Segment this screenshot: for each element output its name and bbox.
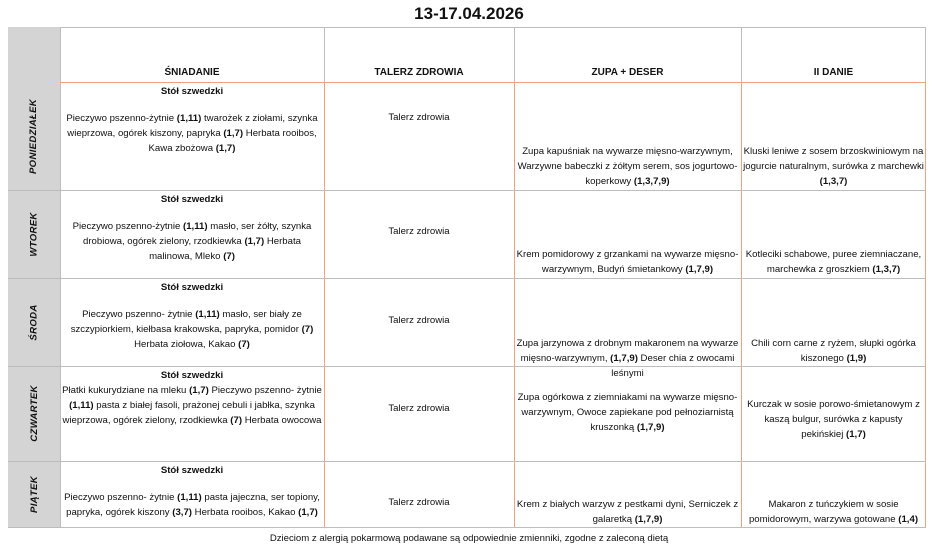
talerz-cell: Talerz zdrowia [388,496,450,508]
soup-cell: Zupa kapuśniak na wywarze mięsno-warzywnym, Warzywne babeczki z żółtym serem, sos jogurtowo-koperkowy (1,3,7,9) [517,146,738,187]
header-main: II DANIE [813,67,854,78]
day-label: CZWARTEK [28,385,40,442]
allergy-note: Dzieciom z alergią pokarmową podawane są odpowiednie zmienniki, zgodne z zaleconą dietą [269,533,669,544]
breakfast-cell: Stół szwedzki Pieczywo pszenno- żytnie (1,11) masło, ser biały ze szczypiorkiem, kiełbasa krakowska, papryka, pomidor (7) Herbata ziołowa, Kakao (7) [70,282,314,350]
talerz-cell: Talerz zdrowia [388,403,450,414]
header-breakfast: ŚNIADANIE [164,67,220,78]
menu-title: 13-17.04.2026 [414,4,524,23]
talerz-cell: Talerz zdrowia [388,111,450,123]
day-label: PONIEDZIAŁEK [28,98,40,174]
day-label: WTOREK [28,211,40,257]
soup-cell: Krem z białych warzyw z pestkami dyni, Serniczek z galaretką (1,7,9) [516,499,739,525]
main-cell: Kotleciki schabowe, puree ziemniaczane, marchewka z groszkiem (1,3,7) [745,249,922,275]
main-cell: Kurczak w sosie porowo-śmietanowym z kaszą bulgur, surówka z kapusty pekińskiej (1,7) [747,399,920,440]
soup-cell: Zupa ogórkowa z ziemniakami na wywarze mięsno-warzywnym, Owoce zapiekane pod pełnoziarnistą kruszonką (1,7,9) [517,392,738,433]
main-cell: Chili corn carne z ryżem, słupki ogórka kiszonego (1,9) [751,338,916,364]
talerz-cell: Talerz zdrowia [388,226,450,237]
breakfast-cell: Stół szwedzki Pieczywo pszenno-żytnie (1,11) twarożek z ziołami, szynka wieprzowa, ogórek kiszony, papryka (1,7) Herbata rooibos, Kawa zbożowa (1,7) [66,86,318,154]
breakfast-cell: Stół szwedzki Pieczywo pszenno- żytnie (1,11) pasta jajeczna, ser topiony, papryka, ogórek kiszony (3,7) Herbata rooibos, Kakao (1,7) [64,465,320,518]
header-soup: ZUPA + DESER [591,67,664,78]
day-label: PIĄTEK [28,475,40,513]
header-talerz: TALERZ ZDROWIA [374,67,464,78]
soup-cell: Krem pomidorowy z grzankami na wywarze mięsno-warzywnym, Budyń śmietankowy (1,7,9) [516,249,739,275]
day-label: ŚRODA [28,303,40,341]
main-cell: Makaron z tuńczykiem w sosie pomidorowym, warzywa gotowane (1,4) [748,499,919,525]
menu-table [8,27,926,527]
breakfast-cell: Stół szwedzki Płatki kukurydziane na mleku (1,7) Pieczywo pszenno- żytnie (1,11) pasta z białej fasoli, prażonej cebuli i jabłka, szynka wieprzowa, ogórek zielony, rzodkiewka (7) Herbata owocowa [62,370,322,426]
main-cell: Kluski leniwe z sosem brzoskwiniowym na jogurcie naturalnym, surówka z marchewki (1,3,7) [743,146,924,187]
breakfast-cell: Stół szwedzki Pieczywo pszenno-żytnie (1,11) masło, ser żółty, szynka drobiowa, ogórek zielony, rzodkiewka (1,7) Herbata malinowa, Mleko (7) [72,194,312,262]
talerz-cell: Talerz zdrowia [388,314,450,326]
soup-cell: Zupa jarzynowa z drobnym makaronem na wywarze mięsno-warzywnym, (1,7,9) Deser chia z owocami leśnymi [516,338,739,379]
